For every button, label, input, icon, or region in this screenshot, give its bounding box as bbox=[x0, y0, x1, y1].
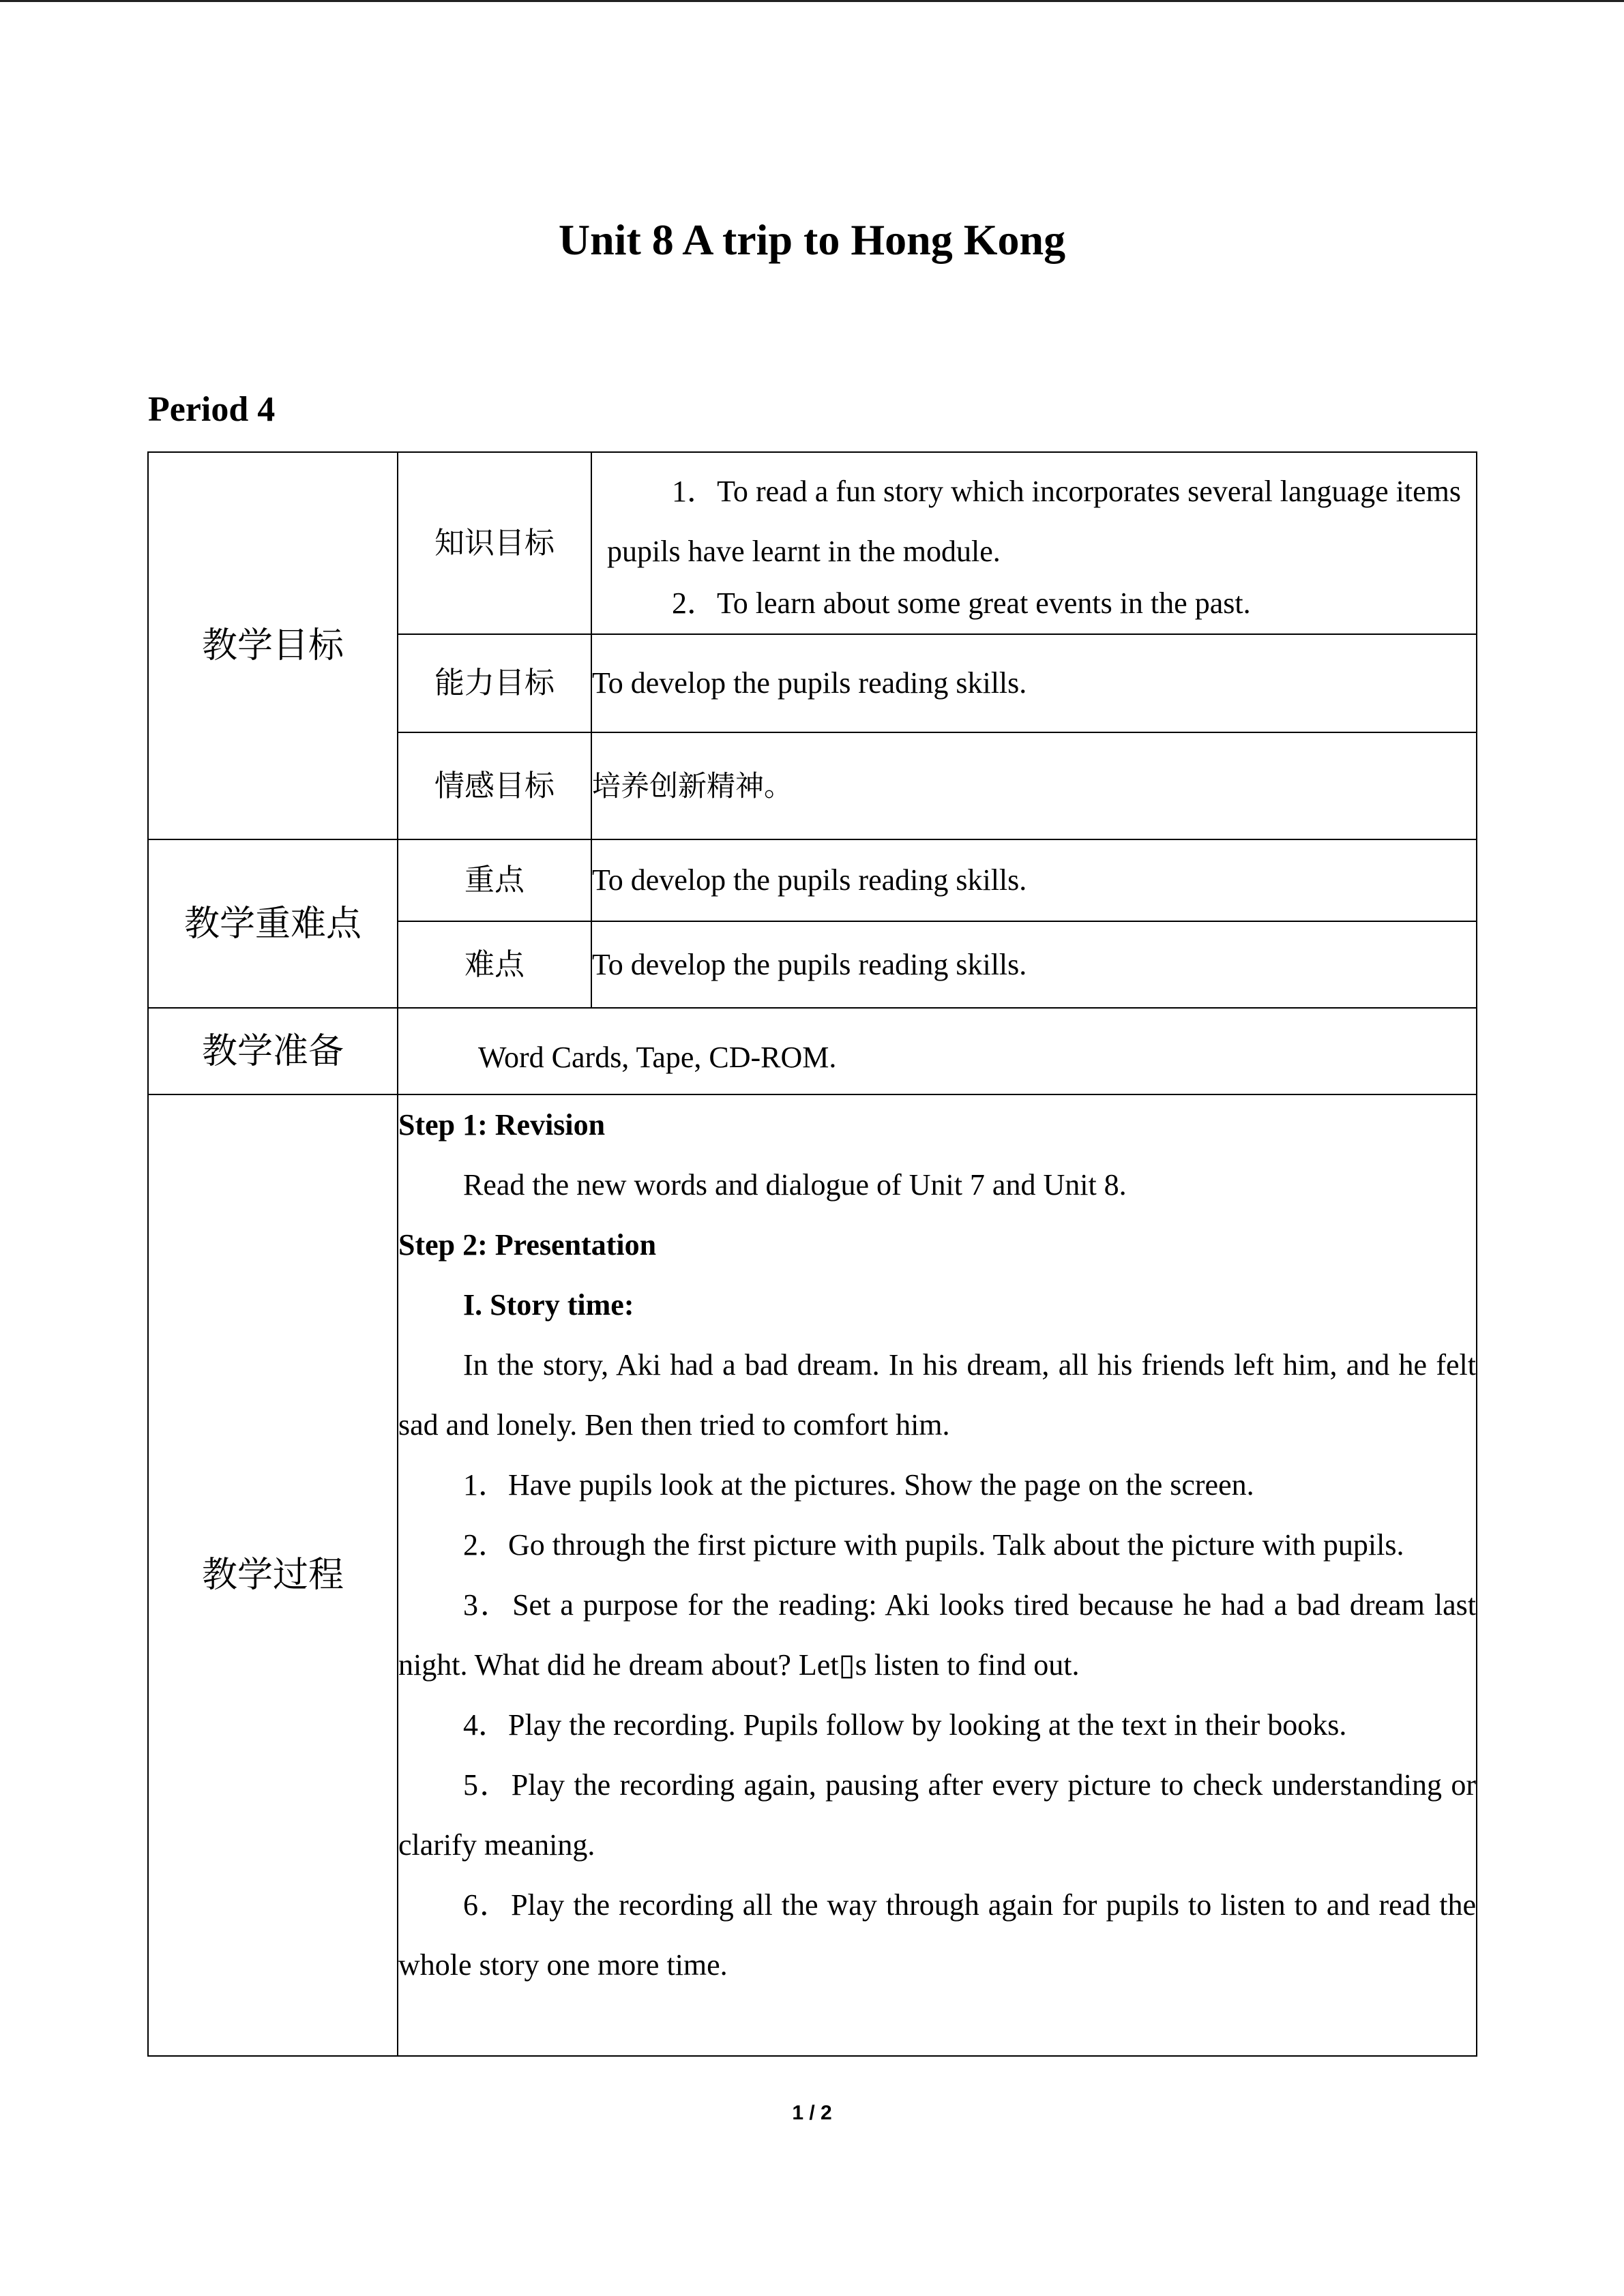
process-item-6: 6．Play the recording all the way through again for pupils to listen to and read the whole story one more time. bbox=[398, 1888, 1476, 1982]
story-intro: In the story, Aki had a bad dream. In his dream, all his friends left him, and he felt sad and lonely. Ben then tried to comfort him. bbox=[398, 1348, 1476, 1442]
preparation-text: Word Cards, Tape, CD-ROM. bbox=[398, 1008, 1477, 1094]
table-row bbox=[148, 1008, 1477, 1094]
period-heading: Period 4 bbox=[148, 390, 276, 429]
table-row bbox=[148, 839, 1477, 921]
key-point-label: 重点 bbox=[398, 839, 591, 921]
knowledge-item-2: 2．To learn about some great events in the past. bbox=[672, 586, 1251, 620]
key-points-category: 教学重难点 bbox=[148, 839, 398, 1008]
emotion-objective-label: 情感目标 bbox=[398, 732, 591, 839]
difficult-point-label: 难点 bbox=[398, 921, 591, 1008]
process-item-3: 3．Set a purpose for the reading: Aki looks tired because he had a bad dream last night. What did he dream about? Let▯s listen to find out. bbox=[398, 1588, 1476, 1682]
process-item-5: 5．Play the recording again, pausing after every picture to check understanding or clarify meaning. bbox=[398, 1768, 1476, 1862]
emotion-objective-text: 培养创新精神。 bbox=[591, 732, 1477, 839]
table-row bbox=[148, 452, 1477, 634]
ability-objective-label: 能力目标 bbox=[398, 634, 591, 732]
step1-text: Read the new words and dialogue of Unit 7 and Unit 8. bbox=[463, 1168, 1127, 1202]
lesson-plan-table bbox=[147, 451, 1477, 2057]
process-item-1: 1．Have pupils look at the pictures. Show the page on the screen. bbox=[463, 1468, 1254, 1502]
page-number: 1 / 2 bbox=[792, 2102, 832, 2124]
step1-heading: Step 1: Revision bbox=[398, 1108, 606, 1142]
knowledge-item-1: 1．To read a fun story which incorporates several language items pupils have learnt in the module. bbox=[607, 474, 1461, 568]
process-item-2: 2．Go through the first picture with pupils. Talk about the picture with pupils. bbox=[463, 1528, 1404, 1562]
objectives-category: 教学目标 bbox=[148, 452, 398, 839]
table-row bbox=[148, 1094, 1477, 2056]
page-title: Unit 8 A trip to Hong Kong bbox=[558, 215, 1066, 264]
knowledge-objective-cell bbox=[591, 452, 1477, 634]
story-time-heading: I. Story time: bbox=[463, 1288, 634, 1322]
process-category: 教学过程 bbox=[148, 1094, 398, 2056]
process-cell bbox=[398, 1094, 1477, 2056]
top-border-line bbox=[0, 0, 1624, 2]
process-item-4: 4．Play the recording. Pupils follow by looking at the text in their books. bbox=[463, 1708, 1347, 1742]
step2-heading: Step 2: Presentation bbox=[398, 1228, 657, 1262]
difficult-point-text: To develop the pupils reading skills. bbox=[591, 921, 1477, 1008]
knowledge-objective-label: 知识目标 bbox=[398, 452, 591, 634]
preparation-category: 教学准备 bbox=[148, 1008, 398, 1094]
ability-objective-text: To develop the pupils reading skills. bbox=[591, 634, 1477, 732]
key-point-text: To develop the pupils reading skills. bbox=[591, 839, 1477, 921]
